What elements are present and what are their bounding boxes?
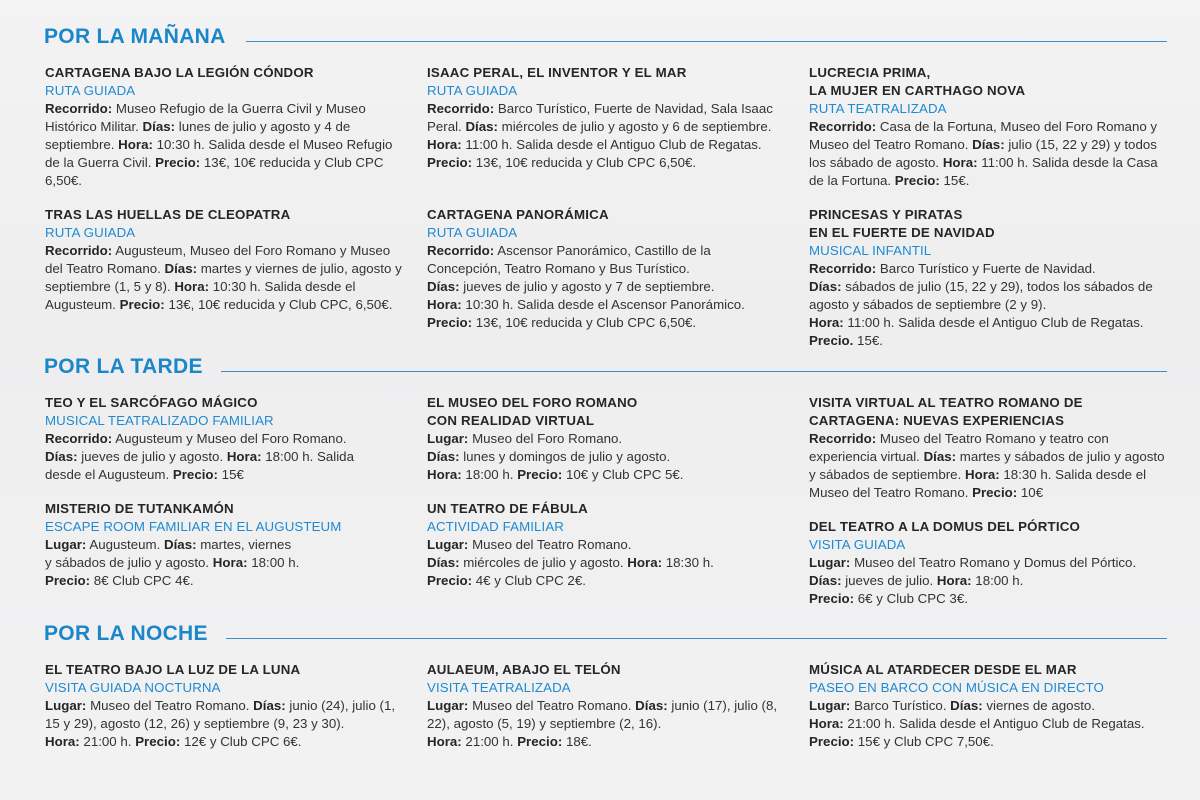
field-value: Museo del Teatro Romano y teatro con experiencia virtual.	[809, 431, 1109, 464]
section-title: POR LA NOCHE	[44, 622, 208, 645]
field-label: Precio:	[894, 173, 940, 188]
field-label: Días:	[809, 573, 842, 588]
field-value: Museo del Teatro Romano.	[86, 698, 254, 713]
field-label: Hora:	[226, 449, 262, 464]
field-value: 18:00 h.	[971, 573, 1024, 588]
section-divider	[221, 371, 1167, 372]
event-description	[427, 314, 787, 332]
event	[45, 64, 405, 190]
field-value: Barco Turístico.	[850, 698, 951, 713]
field-value: 12€ y Club CPC 6€.	[180, 734, 302, 749]
field-label: Hora:	[174, 279, 210, 294]
field-label: Días:	[809, 279, 842, 294]
field-label: Precio.	[809, 333, 854, 348]
field-label: Días:	[142, 119, 176, 134]
field-label: Lugar:	[427, 698, 469, 713]
event	[427, 206, 787, 332]
field-value: 15€	[217, 467, 244, 482]
field-value: Augusteum, Museo del Foro Romano y Museo del Teatro Romano.	[45, 243, 391, 276]
field-value: 21:00 h.	[79, 734, 136, 749]
event-title: LUCRECIA PRIMA,	[809, 65, 931, 80]
field-label: Hora:	[964, 467, 1000, 482]
event-type: PASEO EN BARCO CON MÚSICA EN DIRECTO	[809, 680, 1104, 695]
field-value: Museo del Foro Romano.	[468, 431, 623, 446]
event-description	[427, 100, 787, 172]
field-label: Hora:	[212, 555, 248, 570]
field-label: Días:	[45, 449, 78, 464]
event-description	[427, 554, 787, 572]
field-value: Barco Turístico y Fuerte de Navidad.	[876, 261, 1096, 276]
event-description	[427, 733, 787, 751]
event	[45, 500, 405, 590]
event-title: PRINCESAS Y PIRATAS	[809, 207, 963, 222]
field-value: 13€, 10€ reducida y Club CPC 6,50€.	[472, 155, 697, 170]
field-label: Días:	[164, 537, 197, 552]
event-description	[427, 242, 787, 278]
event-description	[809, 260, 1159, 278]
field-value: 6€ y Club CPC 3€.	[854, 591, 968, 606]
event-description	[45, 448, 375, 484]
field-value: miércoles de julio y agosto y 6 de septiembre.	[497, 119, 772, 134]
field-label: Precio:	[517, 467, 563, 482]
field-value: Museo del Teatro Romano y Domus del Pórtico.	[850, 555, 1137, 570]
field-label: Hora:	[627, 555, 663, 570]
field-value: julio (15, 22 y 29) y todos los sábado de agosto.	[809, 137, 1157, 170]
field-label: Hora:	[809, 315, 844, 330]
event-description	[45, 572, 405, 590]
event-type: RUTA TEATRALIZADA	[809, 101, 947, 116]
field-value: viernes de agosto.	[982, 698, 1096, 713]
field-label: Hora:	[427, 467, 462, 482]
field-value: Barco Turístico, Fuerte de Navidad, Sala Isaac Peral.	[427, 101, 773, 134]
field-value: martes y sábados de julio y agosto y sábados de septiembre.	[809, 449, 1165, 482]
event-type: VISITA GUIADA NOCTURNA	[45, 680, 221, 695]
field-value: Museo del Teatro Romano.	[468, 537, 632, 552]
event-description	[45, 100, 405, 190]
field-label: Hora:	[118, 137, 153, 152]
event-description	[45, 430, 375, 448]
field-label: Precio:	[155, 155, 201, 170]
field-label: Recorrido:	[45, 243, 113, 258]
event-description	[427, 430, 747, 448]
field-value: junio (17), julio (8, 22), agosto (5, 19) y septiembre (2, 16).	[427, 698, 778, 731]
event-description	[45, 242, 405, 314]
event-description	[427, 536, 787, 554]
field-label: Precio:	[172, 467, 218, 482]
field-label: Precio:	[972, 485, 1018, 500]
event-description	[809, 118, 1165, 190]
field-label: Recorrido:	[427, 101, 495, 116]
event-description	[427, 278, 787, 296]
event	[427, 64, 787, 172]
field-label: Hora:	[45, 734, 80, 749]
event-title: MÚSICA AL ATARDECER DESDE EL MAR	[809, 662, 1077, 677]
event-description	[45, 554, 405, 572]
field-label: Hora:	[427, 137, 462, 152]
event-title: EL MUSEO DEL FORO ROMANO	[427, 395, 638, 410]
event	[809, 518, 1169, 608]
event-type: RUTA GUIADA	[427, 83, 518, 98]
event-title: CARTAGENA BAJO LA LEGIÓN CÓNDOR	[45, 65, 314, 80]
event-type: ACTIVIDAD FAMILIAR	[427, 519, 565, 534]
field-label: Recorrido:	[809, 119, 877, 134]
field-label: Recorrido:	[809, 261, 877, 276]
field-value: 15€.	[939, 173, 970, 188]
field-label: Lugar:	[427, 431, 469, 446]
field-label: Precio:	[809, 734, 855, 749]
event	[427, 661, 787, 751]
event-title: UN TEATRO DE FÁBULA	[427, 501, 588, 516]
field-value: 18:00 h. Salida desde el Augusteum.	[45, 449, 354, 482]
event-title: CARTAGENA: NUEVAS EXPERIENCIAS	[809, 413, 1065, 428]
event-description	[809, 554, 1169, 572]
event-title: LA MUJER EN CARTHAGO NOVA	[809, 83, 1026, 98]
event-description	[809, 590, 1169, 608]
event-description	[45, 733, 405, 751]
field-label: Hora:	[809, 716, 844, 731]
event	[45, 206, 405, 314]
event	[809, 206, 1159, 350]
field-label: Recorrido:	[45, 101, 113, 116]
event	[45, 661, 405, 751]
field-label: Precio:	[135, 734, 181, 749]
event-type: RUTA GUIADA	[45, 83, 136, 98]
event-description	[809, 715, 1169, 751]
field-label: Precio:	[427, 155, 473, 170]
field-value: 11:00 h. Salida desde la Casa de la Fortuna.	[809, 155, 1158, 188]
field-value: martes y viernes de julio, agosto y septiembre (1, 5 y 8).	[45, 261, 402, 294]
event-description	[809, 697, 1169, 715]
field-label: Hora:	[942, 155, 978, 170]
field-value: 11:00 h. Salida desde el Antiguo Club de Regatas.	[843, 315, 1144, 330]
field-value: Casa de la Fortuna, Museo del Foro Romano y Museo del Teatro Romano.	[809, 119, 1158, 152]
field-label: Hora:	[936, 573, 972, 588]
field-value: 8€ Club CPC 4€.	[90, 573, 194, 588]
field-value: sábados de julio (15, 22 y 29), todos los sábados de agosto y sábados de septiembre (2 y 9).	[809, 279, 1153, 312]
event	[809, 661, 1169, 751]
field-value: 18:30 h. Salida desde el Museo del Teatro Romano.	[809, 467, 1147, 500]
field-label: Recorrido:	[45, 431, 113, 446]
field-label: Días:	[427, 279, 460, 294]
field-value: 18:00 h.	[247, 555, 300, 570]
field-value: 18:00 h.	[461, 467, 518, 482]
field-value: 15€ y Club CPC 7,50€.	[854, 734, 994, 749]
event-type: RUTA GUIADA	[427, 225, 518, 240]
field-value: lunes de julio y agosto y 4 de septiembre.	[45, 119, 351, 152]
field-value: jueves de julio y agosto y 7 de septiembre.	[459, 279, 715, 294]
event-description	[45, 536, 405, 554]
field-value: 10:30 h. Salida desde el Ascensor Panorámico.	[461, 297, 745, 312]
field-label: Lugar:	[427, 537, 469, 552]
event-description	[45, 697, 405, 733]
field-label: Hora:	[427, 734, 462, 749]
event-description	[427, 697, 787, 733]
field-value: Museo Refugio de la Guerra Civil y Museo Histórico Militar.	[45, 101, 366, 134]
field-value: 21:00 h. Salida desde el Antiguo Club de Regatas.	[843, 716, 1145, 731]
field-value: 13€, 10€ reducida y Club CPC 6,50€.	[472, 315, 697, 330]
event-type: RUTA GUIADA	[45, 225, 136, 240]
field-value: 11:00 h. Salida desde el Antiguo Club de Regatas.	[461, 137, 762, 152]
field-label: Lugar:	[809, 555, 851, 570]
event-title: MISTERIO DE TUTANKAMÓN	[45, 501, 234, 516]
field-label: Precio:	[427, 315, 473, 330]
field-value: 21:00 h.	[461, 734, 518, 749]
field-label: Días:	[427, 449, 460, 464]
event-description	[809, 572, 1169, 590]
field-value: lunes y domingos de julio y agosto.	[459, 449, 671, 464]
field-value: 13€, 10€ reducida y Club CPC, 6,50€.	[164, 297, 393, 312]
section-divider	[246, 41, 1167, 42]
field-label: Lugar:	[809, 698, 851, 713]
event-title: ISAAC PERAL, EL INVENTOR Y EL MAR	[427, 65, 687, 80]
event-title: AULAEUM, ABAJO EL TELÓN	[427, 662, 621, 677]
event-title: CON REALIDAD VIRTUAL	[427, 413, 595, 428]
event-type: ESCAPE ROOM FAMILIAR EN EL AUGUSTEUM	[45, 519, 342, 534]
section-title: POR LA TARDE	[44, 355, 203, 378]
field-label: Lugar:	[45, 537, 87, 552]
event-title: VISITA VIRTUAL AL TEATRO ROMANO DE	[809, 395, 1083, 410]
event	[427, 394, 747, 484]
field-label: Recorrido:	[809, 431, 877, 446]
field-value: 13€, 10€ reducida y Club CPC 6,50€.	[45, 155, 384, 188]
field-label: Recorrido:	[427, 243, 495, 258]
field-label: Días:	[972, 137, 1005, 152]
field-label: Precio:	[119, 297, 165, 312]
event	[809, 394, 1165, 502]
field-label: Días:	[950, 698, 983, 713]
section-divider	[226, 638, 1167, 639]
event-description	[809, 430, 1165, 502]
field-value: 10:30 h. Salida desde el Augusteum.	[45, 279, 356, 312]
field-label: Días:	[253, 698, 286, 713]
field-value: 4€ y Club CPC 2€.	[472, 573, 586, 588]
field-value: 10€ y Club CPC 5€.	[562, 467, 684, 482]
field-label: Lugar:	[45, 698, 87, 713]
event-type: MUSICAL TEATRALIZADO FAMILIAR	[45, 413, 274, 428]
event	[427, 500, 787, 590]
event-title: TRAS LAS HUELLAS DE CLEOPATRA	[45, 207, 291, 222]
event-description	[427, 466, 747, 484]
field-label: Días:	[427, 555, 460, 570]
field-label: Precio:	[517, 734, 563, 749]
event-type: MUSICAL INFANTIL	[809, 243, 932, 258]
field-label: Hora:	[427, 297, 462, 312]
field-value: Augusteum y Museo del Foro Romano.	[112, 431, 347, 446]
field-value: 18:30 h.	[662, 555, 714, 570]
field-value: martes, viernes	[196, 537, 292, 552]
event-title: EL TEATRO BAJO LA LUZ DE LA LUNA	[45, 662, 301, 677]
event-description	[427, 296, 787, 314]
event-description	[809, 314, 1159, 350]
field-label: Días:	[465, 119, 498, 134]
event	[809, 64, 1165, 190]
field-value: jueves de julio.	[841, 573, 937, 588]
event-title: EN EL FUERTE DE NAVIDAD	[809, 225, 995, 240]
field-value: jueves de julio y agosto.	[77, 449, 227, 464]
event-type: VISITA TEATRALIZADA	[427, 680, 571, 695]
field-label: Precio:	[427, 573, 473, 588]
field-value: y sábados de julio y agosto.	[45, 555, 213, 570]
field-label: Días:	[635, 698, 668, 713]
field-label: Días:	[164, 261, 198, 276]
field-value: miércoles de julio y agosto.	[459, 555, 628, 570]
field-value: 15€.	[853, 333, 883, 348]
field-value: 10:30 h. Salida desde el Museo Refugio de la Guerra Civil.	[45, 137, 393, 170]
event	[45, 394, 375, 484]
field-value: Augusteum.	[86, 537, 164, 552]
field-value: 18€.	[562, 734, 592, 749]
event-description	[809, 278, 1159, 314]
section-title: POR LA MAÑANA	[44, 25, 226, 48]
field-value: Museo del Teatro Romano.	[468, 698, 636, 713]
field-label: Precio:	[809, 591, 855, 606]
event-description	[427, 572, 787, 590]
field-label: Días:	[923, 449, 957, 464]
event-title: CARTAGENA PANORÁMICA	[427, 207, 609, 222]
event-type: VISITA GUIADA	[809, 537, 906, 552]
event-description	[427, 448, 747, 466]
event-title: DEL TEATRO A LA DOMUS DEL PÓRTICO	[809, 519, 1081, 534]
field-label: Precio:	[45, 573, 91, 588]
field-value: 10€	[1017, 485, 1044, 500]
field-value: Ascensor Panorámico, Castillo de la Concepción, Teatro Romano y Bus Turístico.	[427, 243, 711, 276]
event-title: TEO Y EL SARCÓFAGO MÁGICO	[45, 395, 258, 410]
field-value: junio (24), julio (1, 15 y 29), agosto (12, 26) y septiembre (9, 23 y 30).	[45, 698, 396, 731]
